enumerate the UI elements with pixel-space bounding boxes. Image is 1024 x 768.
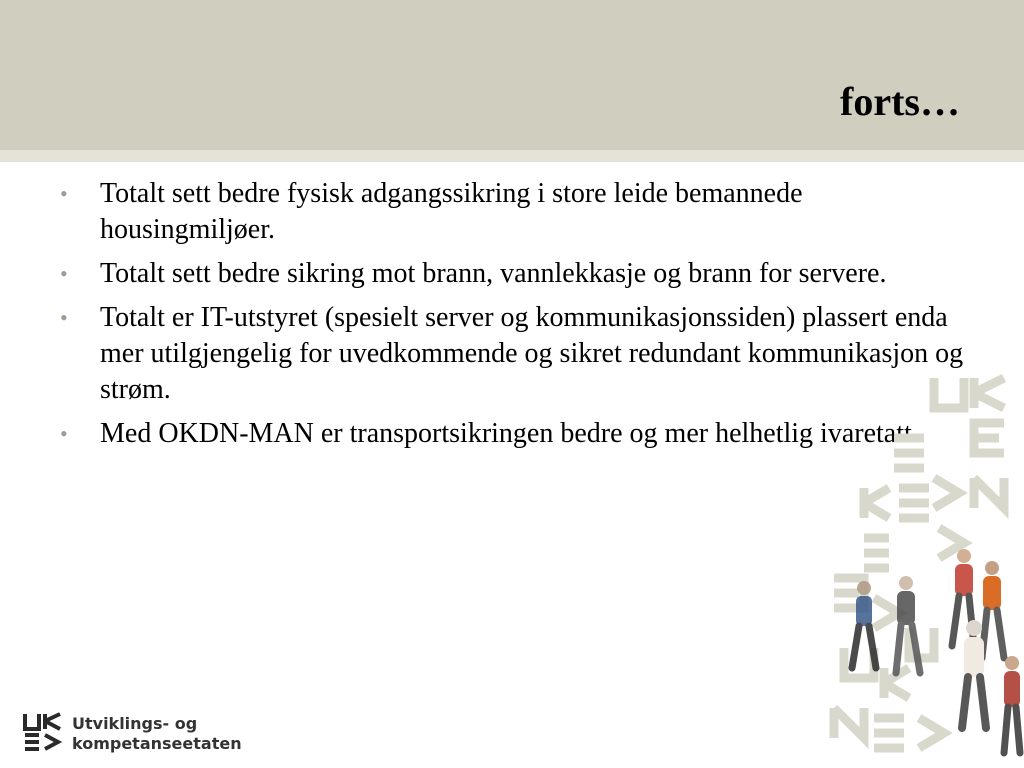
bullet-item [58, 176, 968, 248]
bullet-dot-icon: • [60, 181, 68, 206]
bullet-text: Totalt sett bedre fysisk adgangssikring i store leide bemannede housingmiljøer. [100, 178, 803, 245]
logo-text [72, 714, 242, 754]
uke-logo-icon [22, 711, 64, 753]
header-stripe [0, 150, 1024, 162]
bullet-dot-icon: • [60, 421, 68, 446]
header-band [0, 0, 1024, 150]
bullet-text: Totalt er IT-utstyret (spesielt server og kommunikasjonssiden) plassert enda mer utilgjengelig for uvedkommende og sikret redundant kommunikasjon og strøm. [100, 302, 964, 405]
slide-title: forts… [840, 79, 960, 124]
bullet-text: Totalt sett bedre sikring mot brann, vannlekkasje og brann for servere. [100, 258, 887, 289]
bullet-dot-icon: • [60, 261, 68, 286]
logo-line-1: Utviklings- og [72, 714, 198, 733]
bullet-dot-icon: • [60, 305, 68, 330]
logo-line-2: kompetanseetaten [72, 734, 242, 753]
bullet-text: Med OKDN-MAN er transportsikringen bedre og mer helhetlig ivaretatt. [100, 418, 919, 449]
walking-people-image [824, 528, 1024, 768]
bullet-item [58, 256, 968, 292]
